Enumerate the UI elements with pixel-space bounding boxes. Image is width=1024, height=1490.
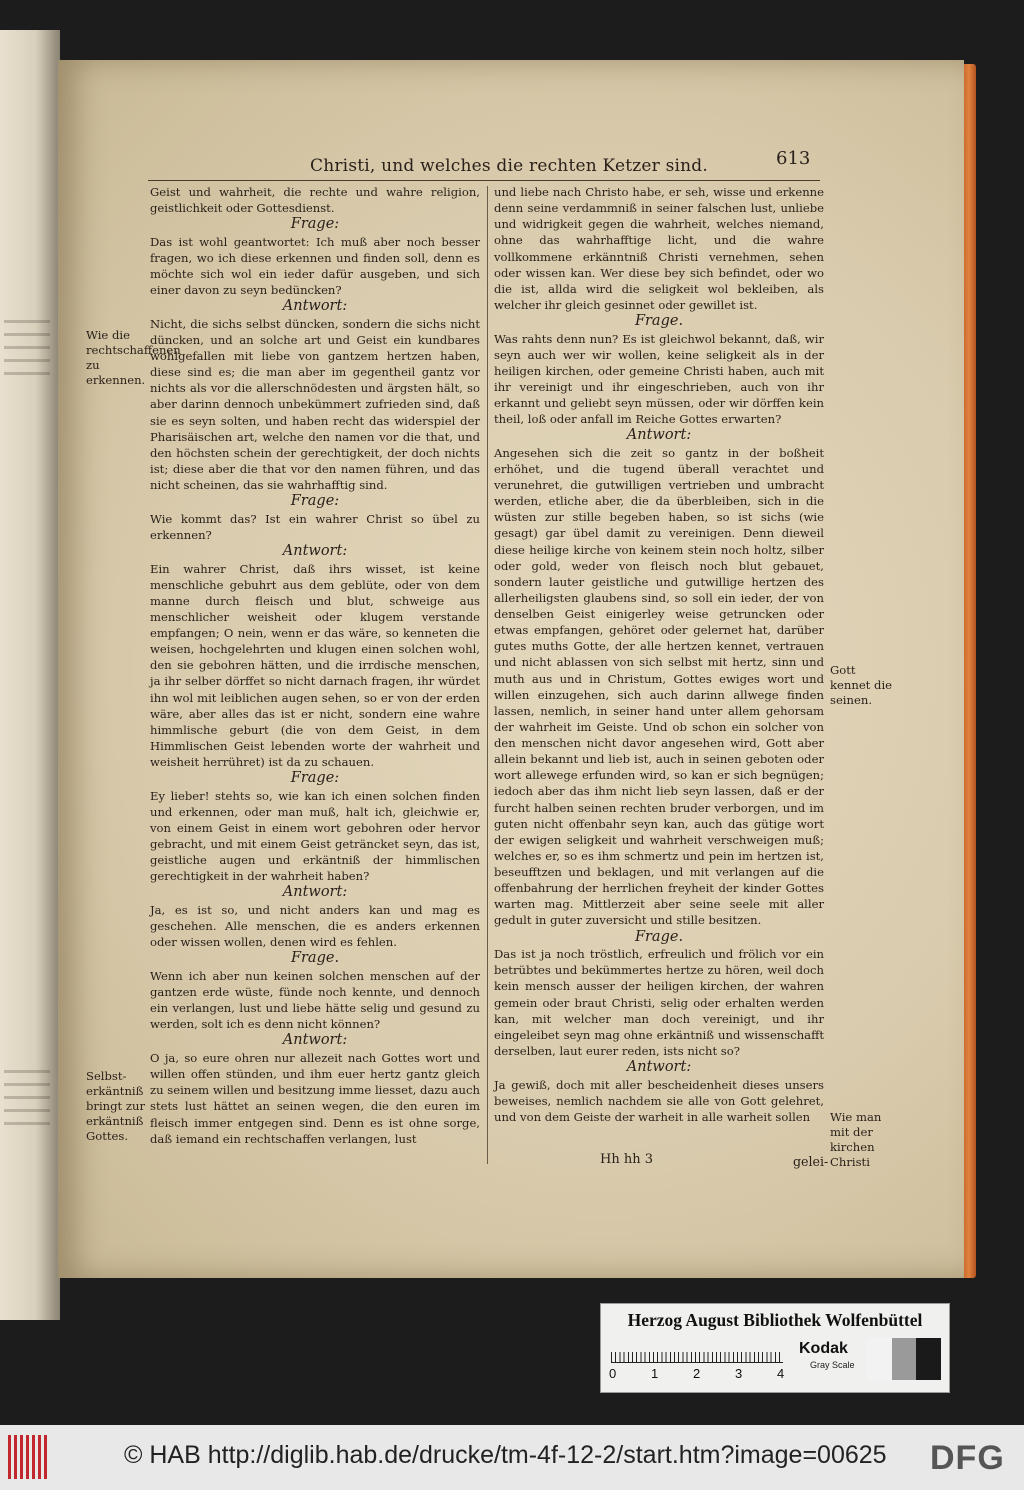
section-heading: Frage. xyxy=(634,313,684,329)
margin-note: Selbst-erkäntniß bringt zur erkäntniß Gottes. xyxy=(86,1069,146,1143)
paragraph: Ein wahrer Christ, daß ihrs wisset, ist keine menschliche gebuhrt aus dem geblüte, oder von dem manne durch fleisch und blut, schweige aus menschlicher weisheit oder klugem verstande empfangen; O nein, wenn er das wäre, so kenneten die weisen, hochgelehrten und klugen einen solchen wohl, den sie gebohren hätten, und die irrdische menschen, ja ihr selber dörffet so nicht darnach fragen, ihr würdet ihn wol mit leiblichen augen sehen, so er von der erden wäre, aber alles das ist er nicht, sondern eine wahre himmlische geburt (die von dem Geist, in dem Himmlischen Geist lebenden worte der wahrheit und weisheit herrühret) ist da zu schauen. xyxy=(150,561,480,770)
margin-note: Gott kennet die seinen. xyxy=(830,663,893,707)
column-rule xyxy=(487,186,488,1164)
section-heading: Frage: xyxy=(290,216,340,233)
margin-note: Wie die rechtschaffenen zu erkennen. xyxy=(86,328,181,387)
page-leaf-edge xyxy=(962,64,976,1278)
paragraph: und liebe nach Christo habe, er seh, wisse und erkenne denn seine verdammniß in seiner falschen lust, unliebe und widrigkeit gegen die wahrheit, welches niemand, ohne das wahrhafftige licht, und die wahre vollkommene erkänntniß Christi vernehmen, sehen oder wissen kan. Wer diese bey sich befindet, oder wo die ist, allda wird die seligkeit wol bekleiben, als welcher ihr gleich gesinnet oder gewillet ist. xyxy=(494,185,824,312)
gray-swatch xyxy=(892,1338,917,1380)
paragraph: Nicht, die sichs selbst düncken, sondern die sichs nicht düncken, und an solche art und Geist ein kundbares wohlgefallen mit liebe von gantzem hertzen haben, diese sind es; die man aber im gegentheil gantz vor nichts als vor die allerschnödesten und ärgsten hält, so aber darinn dennoch unbekümmert zufrieden sind, daß sie es seyn solten, und haben recht das widerspiel der Pharisäischen art, welche den namen vor die that, und den höchsten schein der gerechtigkeit, der doch nichts ist; diese aber die that vor den namen führen, und das nicht scheinen, das sie wahrhafftig sind. xyxy=(150,316,480,493)
gray-swatch xyxy=(916,1338,941,1380)
ruler-tick-label: 0 xyxy=(609,1366,617,1381)
section-heading: Antwort: xyxy=(626,1059,692,1076)
library-name: Herzog August Bibliothek Wolfenbüttel xyxy=(627,1310,923,1330)
ruler-tick-label: 4 xyxy=(777,1366,785,1381)
section-heading: Antwort: xyxy=(282,298,348,315)
paragraph: Angesehen sich die zeit so gantz in der boßheit erhöhet, und die tugend überall verachtet und verunehret, die gutwilligen vertrieben und umbracht werden, etliche aber, die da überbleiben, sich in die wüsten zur stille begeben haben, so ist sichs (wie gesagt) gar übel damit zu vereinigen. Denn dieweil diese heilige kirche von keinem stein noch holtz, silber oder gold, weder von fleisch noch blut gebauet, sondern lauter geistliche und gutwillige hertzen des allerheiligsten glaubens sind, so soll ein ieder, der von denselben Geist einigerley weise getruncken oder etwas empfangen, gehöret oder gelernet hat, darüber gutes muths Gotte, der alle hertzen kennet, vertrauen und nicht ablassen von sich selbst mit hertz, sinn und muth aus und in Christum, Gottes ewiges wort und willen einzugehen, sich auch darinn allwege finden lassen, nemlich, in seiner hand unter allem gehorsam der wahrheit im Geiste. Und ob schon ein solcher von den menschen nicht davor angesehen wird, Gott aber allein bekannt und lieb ist, auch in seinen geboten oder wort allewege erfunden wird, so kan er sich begnügen; iedoch aber das ihm nicht lieb seyn lassen, daß er der furcht halben seinen rechten bruder verborgen, und im guten nicht offenbahr seyn kan, auch das gütige wort der ewigen seligkeit und wahrheit verschweigen muß; welches er, so es ihm schmertz und pein im hertzen ist, beseufftzen und beklagen, und mit verlangen auf die offenbahrung der herrlichen freyheit der kinder Gottes warten mag. Mittlerzeit aber seine seele mit aller gedult in guter zuversicht und stille besitzen. xyxy=(494,445,824,928)
paragraph: Ey lieber! stehts so, wie kan ich einen solchen finden und erkennen, oder man muß, halt ich, gleichwie er, von einem Geist in einem wort gebohren oder hervor gebracht, und mit einem Geist geträncket seyn, das ist, geistliche augen und erkäntniß der himmlischen gerechtigkeit in der wahrheit haben? xyxy=(150,788,480,884)
section-heading: Frage: xyxy=(290,770,340,787)
paragraph: Geist und wahrheit, die rechte und wahre religion, geistlichkeit oder Gottesdienst. xyxy=(150,185,480,216)
gray-swatch xyxy=(867,1338,892,1380)
ruler-tick-label: 1 xyxy=(651,1366,659,1381)
gray-scale-label: Gray Scale xyxy=(810,1360,855,1370)
underlying-page-edge xyxy=(0,30,60,1320)
running-head: Christi, und welches die rechten Ketzer sind. xyxy=(310,156,708,176)
header-rule xyxy=(148,180,820,181)
paragraph: Was rahts denn nun? Es ist gleichwol bekannt, daß, wir seyn auch wer wir wollen, keine seligkeit als in der heiligen kirchen, oder gemeine Christi haben, auch mit ihr vereinigt und ihr eingeschrieben, auch von ihr erkannt und geliebt seyn müssen, oder wir dörffen kein theil, loß oder anfall im Reiche Gottes erwarten? xyxy=(494,331,824,427)
bleed-through-text xyxy=(4,320,50,380)
signature-mark: Hh hh 3 xyxy=(600,1152,653,1167)
section-heading: Frage: xyxy=(290,493,340,510)
paragraph: O ja, so eure ohren nur allezeit nach Gottes wort und willen offen stünden, und ihm euer hertz gantz gleich zu seinem willen und besitzung imme liesset, dazu auch stets lust hättet an seinen wegen, die den euren im fleisch immer entgegen sind. Denn es ist ohne sorge, daß iemand ein rechtschaffen verlangen, lust xyxy=(150,1051,480,1146)
scale-ruler xyxy=(611,1340,783,1363)
paragraph: Das ist ja noch tröstlich, erfreulich und frölich vor ein betrübtes und bekümmertes hertze zu hören, weil doch kein mensch ausser der heiligen kirchen, der wahren gemein oder braut Christi, selig oder erhalten werden kan, mit welcher man doch vereinigt, und ihr eingeleibet seyn mag ohne erkäntniß und wissenschafft derselben, laut eurer reden, ists nicht so? xyxy=(494,947,824,1058)
paragraph: Das ist wohl geantwortet: Ich muß aber noch besser fragen, wo ich diese erkennen und finden soll, denn es möchte sich wol ein ieder dafür ausgeben, und sich einer davon zu seyn bedüncken? xyxy=(150,234,480,298)
section-heading: Antwort: xyxy=(282,543,348,560)
kodak-label: Kodak xyxy=(799,1340,848,1357)
paragraph: Ja gewiß, doch mit aller bescheidenheit dieses unsers beweises, nemlich nachdem sie alle von Gott gelehret, und von dem Geiste der warheit in alle warheit sollen xyxy=(494,1077,824,1124)
section-heading: Antwort: xyxy=(626,427,692,444)
footer-bar xyxy=(0,1425,1024,1490)
footer-url: © HAB http://diglib.hab.de/drucke/tm-4f-12-2/start.htm?image=00625 xyxy=(124,1441,887,1469)
margin-note: Wie man mit der kirchen Christi xyxy=(830,1110,882,1169)
section-heading: Frage. xyxy=(634,928,684,945)
section-heading: Antwort: xyxy=(282,1032,348,1049)
paragraph: Ja, es ist so, und nicht anders kan und mag es geschehen. Alle menschen, die es anders erkennen oder wissen wollen, denen wird es fehlen. xyxy=(150,903,480,950)
left-column xyxy=(150,184,480,1147)
ruler-tick-label: 3 xyxy=(735,1366,743,1381)
ruler-tick-label: 2 xyxy=(693,1366,701,1381)
paragraph: Wenn ich aber nun keinen solchen menschen auf der gantzen erde wüste, fünde noch kennte, und dennoch ein verlangen, lust und liebe hätte selig und gesund zu werden, solt ich es denn nicht können? xyxy=(150,968,480,1032)
page-number: 613 xyxy=(776,148,811,169)
paragraph: Wie kommt das? Ist ein wahrer Christ so übel zu erkennen? xyxy=(150,511,480,542)
right-column xyxy=(494,184,824,1125)
bleed-through-text xyxy=(4,1070,50,1130)
gray-swatches xyxy=(867,1338,941,1380)
catchword: gelei- xyxy=(793,1154,829,1169)
section-heading: Antwort: xyxy=(282,884,348,901)
color-target-card xyxy=(600,1303,950,1393)
section-heading: Frage. xyxy=(290,950,340,967)
dfg-logo: DFG xyxy=(930,1439,1005,1477)
hab-logo-icon xyxy=(8,1435,48,1479)
